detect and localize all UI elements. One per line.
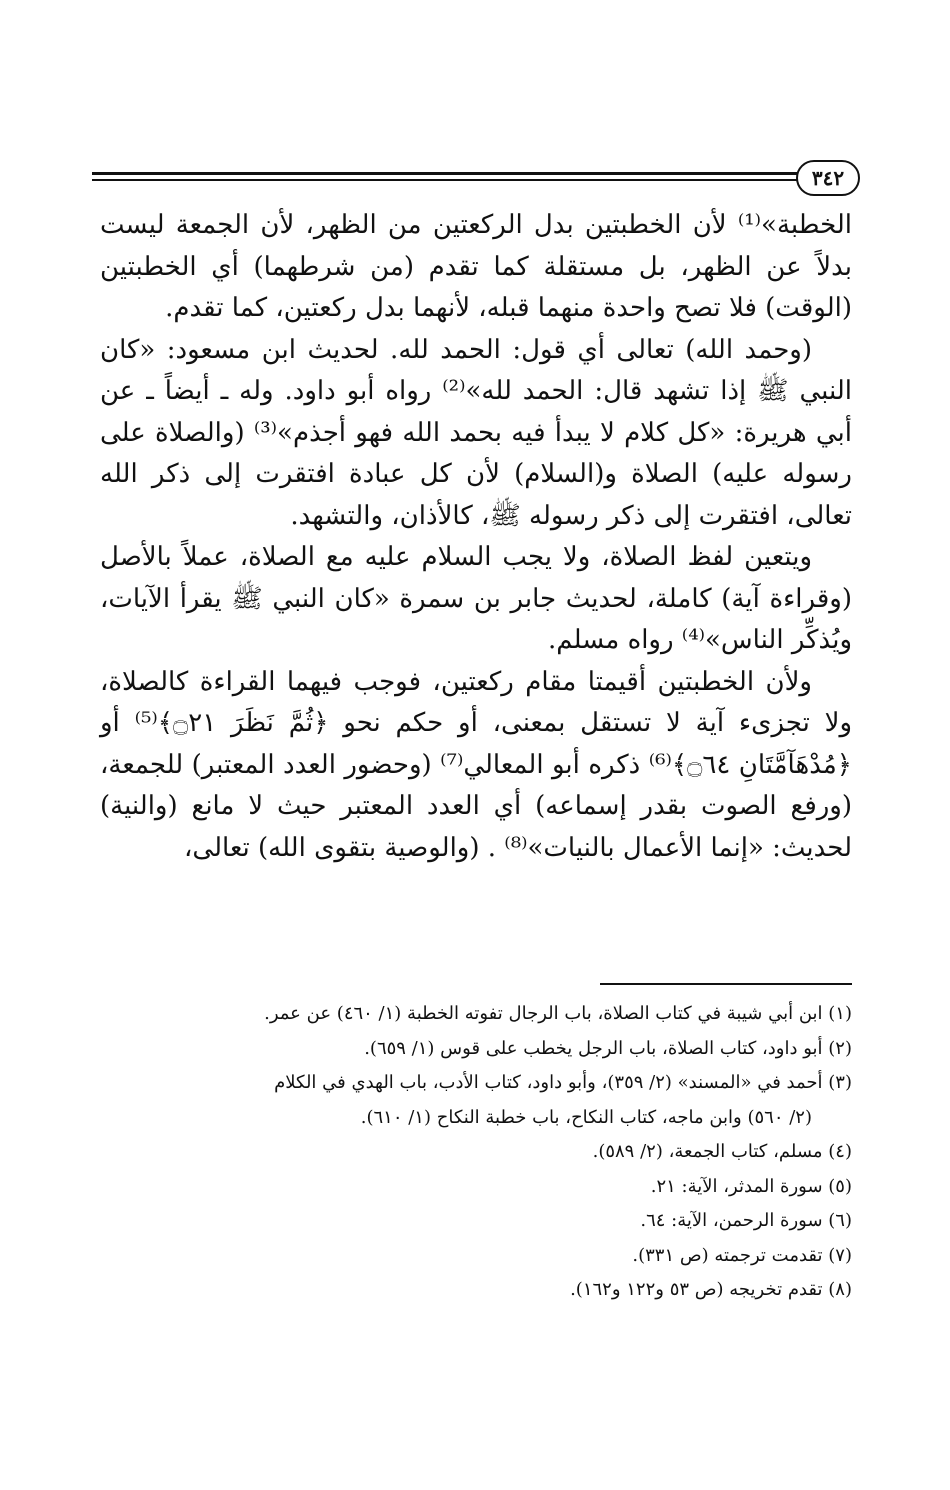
page-number: ٣٤٢	[796, 160, 860, 196]
paragraph: ويتعين لفظ الصلاة، ولا يجب السلام عليه مع الصلاة، عملاً بالأصل (وقراءة آية) كاملة، لحديث جابر بن سمرة «كان النبي ﷺ يقرأ الآيات، ويُذكِّر الناس»⁽⁴⁾ رواه مسلم.	[100, 542, 852, 655]
paragraph: ولأن الخطبتين أقيمتا مقام ركعتين، فوجب فيهما القراءة كالصلاة، ولا تجزىء آية لا تستقل بمعنى، أو حكم نحو ﴿ثُمَّ نَظَرَ ۝٢١﴾⁽⁵⁾ أو ﴿مُدْهَآمَّتَانِ ۝٦٤﴾⁽⁶⁾ ذكره أبو المعالي⁽⁷⁾ (وحضور العدد المعتبر) للجمعة، (ورفع الصوت بقدر إسماعه) أي العدد المعتبر حيث لا مانع (والنية) لحديث: «إنما الأعمال بالنيات»⁽⁸⁾ . (والوصية بتقوى الله) تعالى،	[100, 666, 852, 863]
footnote-continuation: (٢/ ٥٦٠) وابن ماجه، كتاب النكاح، باب خطبة النكاح (١/ ٦١٠).	[360, 1106, 812, 1128]
footnote: (٤) مسلم، كتاب الجمعة، (٢/ ٥٨٩).	[592, 1141, 852, 1162]
paragraph: الخطبة»⁽¹⁾ لأن الخطبتين بدل الركعتين من الظهر، لأن الجمعة ليست بدلاً عن الظهر، بل مستقلة كما تقدم (من شرطهما) أي الخطبتين (الوقت) فلا تصح واحدة منهما قبله، لأنهما بدل ركعتين، كما تقدم.	[100, 210, 852, 323]
page-header	[92, 160, 860, 196]
header-rule-thin	[92, 179, 798, 181]
footnotes	[100, 997, 852, 1308]
footnote: (٣) أحمد في «المسند» (٢/ ٣٥٩)، وأبو داود، كتاب الأدب، باب الهدي في الكلام	[274, 1072, 852, 1093]
footnote: (٥) سورة المدثر، الآية: ٢١.	[650, 1175, 852, 1197]
footnote-separator	[600, 983, 852, 985]
footnote: (٨) تقدم تخريجه (ص ٥٣ و١٢٢ و١٦٢).	[570, 1279, 852, 1300]
footnote: (٦) سورة الرحمن، الآية: ٦٤.	[640, 1210, 852, 1231]
footnote: (١) ابن أبي شيبة في كتاب الصلاة، باب الرجال تفوته الخطبة (١/ ٤٦٠) عن عمر.	[264, 1003, 852, 1024]
main-text	[100, 205, 852, 869]
footnote: (٧) تقدمت ترجمته (ص ٣٣١).	[632, 1244, 852, 1266]
header-rule	[92, 172, 798, 175]
paragraph: (وحمد الله) تعالى أي قول: الحمد لله. لحديث ابن مسعود: «كان النبي ﷺ إذا تشهد قال: الحمد لله»⁽²⁾ رواه أبو داود. وله ـ أيضاً ـ عن أبي هريرة: «كل كلام لا يبدأ فيه بحمد الله فهو أجذم»⁽³⁾ (والصلاة على رسوله عليه) الصلاة و(السلام) لأن كل عبادة افتقرت إلى ذكر الله تعالى، افتقرت إلى ذكر رسوله ﷺ، كالأذان، والتشهد.	[100, 334, 852, 531]
footnote: (٢) أبو داود، كتاب الصلاة، باب الرجل يخطب على قوس (١/ ٦٥٩).	[364, 1037, 852, 1059]
